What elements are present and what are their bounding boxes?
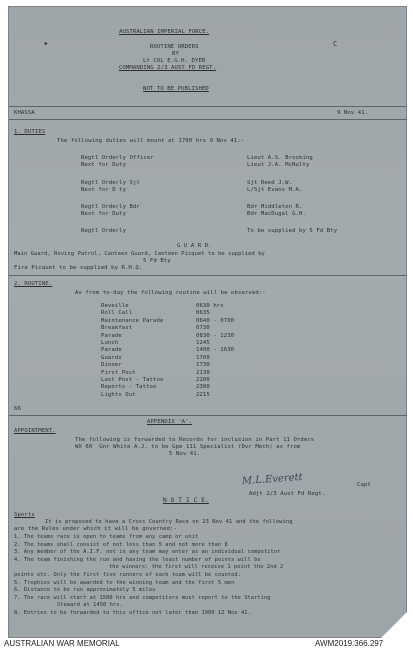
duty-person: L/Sjt Evans M.A. [247,187,303,193]
routine-time: 0630 hrs [196,303,224,309]
duty-role: Regtl Orderly Officer [81,155,154,161]
routine-time: 0730 [196,325,210,332]
routine-event: Guards [101,354,122,361]
duty-role: Next for Duty [81,211,127,217]
appendix-line: WX 60 Gnr White A.J. to be Gpe 111 Specialist (Dvr Mech) as from [75,444,301,450]
routine-event: First Post [101,369,136,376]
routine-heading: 2. ROUTINE. [14,281,53,287]
header-line-1: AUSTRALIAN IMPERIAL FORCE. [119,29,210,35]
guard-line: Main Guard, Roving Patrol, Canteen Guard, Canteen Picquet to be supplied by [14,251,265,257]
notice-rule-item: the winners: the first will receive 1 point the 2nd 2 [109,564,284,571]
appendix-line: The following is forwarded to Records for inclusion in Part 11 Orders [75,437,315,443]
routine-event: Lights Out [101,391,136,398]
routine-event: Breakfast [101,325,133,332]
header-line-2: ROUTINE ORDERS [150,44,199,50]
routine-time: 2130 [196,369,210,376]
divider [9,415,406,416]
footer-credit: AUSTRALIAN WAR MEMORIAL [4,639,120,648]
appendix-heading: APPOINTMENT. [14,428,56,434]
routine-event: Parade [101,347,122,354]
routine-time: 1700 [196,354,210,361]
guard-line: Fire Picquet to be supplied by R.H.Q. [14,265,143,271]
duty-role: Next for D ty [81,187,127,193]
notice-rule-item: 3. Any member of the A.I.F. not in any team may enter as an individual competitor [14,549,281,556]
footer-accession: AWM2019.366.297 [315,639,384,648]
notice-intro: It is proposed to have a Cross Country Race on 23 Nov 41 and the following [45,519,293,525]
routine-time: 2300 [196,384,210,391]
routine-time: 0635 [196,310,210,317]
duties-intro: The following duties will mount at 1700 hrs 9 Nov 41:- [57,138,245,144]
routine-event: Parade [101,332,122,339]
notice-rule-item: Steward at 1450 hrs. [57,602,123,609]
routine-time: 2200 [196,377,210,383]
routine-time: 1245 [196,340,210,346]
duty-role: Next for Duty [81,162,127,168]
routine-time: 0830 - 1230 [196,332,235,339]
duty-role: Regtl Orderly [81,228,127,234]
signature-rank: Capt [357,482,371,488]
appendix-line: 5 Nov 41. [169,451,201,457]
duties-heading: 1. DUTIES [14,129,46,135]
header-line-4: Lt COL E.G.H. DYER [143,58,206,64]
header-line-5: COMMANDING 2/3 AUST FD REGT. [119,65,217,71]
date: 9 Nov 41. [337,110,369,116]
place: KHASSA [14,110,35,116]
document-page [8,6,407,638]
routine-time: 0640 - 0700 [196,317,235,324]
routine-time: 2215 [196,391,210,398]
notice-rule-item: 2. The teams shall consist of not less than 5 and not more than 8 [14,541,228,548]
routine-event: Reveille [101,303,129,309]
duty-person: Lieut J.A. McNulty [247,162,310,168]
routine-time: 1730 [196,362,210,369]
notice-rule-item: 6. Distance to be run approximately 5 miles [14,587,156,594]
routine-event: Roll Call [101,310,133,317]
ink-mark: ✦ [43,39,49,49]
notice-rule-item: 5. Trophies will be awarded to the winning team and the first 5 men [14,579,235,586]
notice-heading: N O T I C E. [163,497,209,504]
header-line-3: BY [172,51,179,57]
header-line-6: NOT TO BE PUBLISHED [143,86,209,92]
duty-role: Regtl Orderly Sjt [81,180,140,186]
routine-event: Last Post - Tattoo [101,377,164,383]
routine-time: 1400 - 1630 [196,347,235,354]
notice-rule-item: 8. Entries to be forwarded to this office not later than 1900 12 Nov 41. [14,610,251,616]
margin-number: 66 [14,406,21,412]
notice-rule-item: 7. The race will start at 1500 hrs and competitors must report to the Starting [14,594,271,601]
duty-person: Bdr MacDugal G.H. [247,211,306,217]
duty-person: Sjt Reed J.W. [247,180,293,186]
routine-event: Dinner [101,362,122,369]
divider [9,119,406,120]
signature: M.L.Everett [241,471,303,488]
guard-heading: G U A R D. [177,243,212,249]
notice-rule-item: points etc. Only the first five runners of each team will be counted. [14,572,241,578]
notice-sub: Sports [14,512,35,518]
routine-intro: As from to-day the following routine will be observed:- [75,290,266,296]
appendix-label: APPENDIX 'A'. [147,419,193,425]
signature-title: Adjt 2/3 Aust Fd Regt. [249,491,326,497]
routine-event: Reports - Tattoo [101,384,157,391]
divider [9,106,406,107]
guard-line: 5 Fd Bty [143,258,171,264]
duty-role: Regtl Orderly Bdr [81,204,140,210]
routine-event: Maintenance Parade [101,317,164,324]
routine-event: Lunch [101,340,119,346]
divider [9,275,406,276]
notice-rule-item: 1. The teams race is open to teams from any camp or unit [14,534,199,540]
ink-mark-right: С [333,40,338,48]
notice-intro: are the Rules under which it will be governed:- [14,526,177,532]
notice-rule-item: 4. The team finishing the run and having the least number of points will be [14,556,261,563]
duty-person: To be supplied by 5 Fd Bty [247,228,338,234]
duty-person: Bdr Middleton R. [247,204,303,210]
duty-person: Lieut A.S. Brooking [247,155,313,161]
